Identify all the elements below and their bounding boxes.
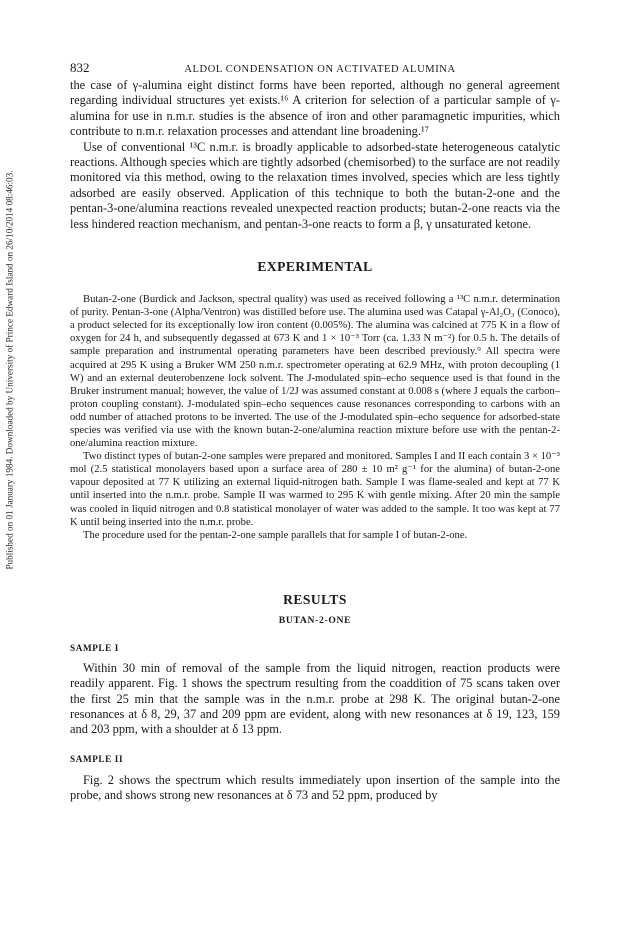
experimental-heading: EXPERIMENTAL bbox=[257, 259, 373, 275]
experimental-paragraph-3: The procedure used for the pentan-2-one sample parallels that for sample I of butan-2-one. bbox=[83, 529, 468, 541]
article-page bbox=[70, 60, 560, 804]
sample-1-paragraph: Within 30 min of removal of the sample from the liquid nitrogen, reaction products were readily apparent. Fig. 1 shows the spectrum resulting from the coaddition of 75 scans taken over the first 25 min that the sample was in the n.m.r. probe at 298 K. The original butan-2-one resonances at δ 8, 29, 37 and 209 ppm are evident, along with new resonances at δ 19, 123, 159 and 203 ppm, with a shoulder at δ 13 ppm. bbox=[70, 660, 560, 737]
experimental-paragraph-1: Butan-2-one (Burdick and Jackson, spectral quality) was used as received following a ¹³C n.m.r. determination of purity. Pentan-3-one (Alpha/Ventron) was distilled before use. The alumina used was Catapal γ-Al₂O₃ (Conoco), a product selected for its exceptionally low iron content (0.005%). The alumina was calcined at 775 K in a flow of oxygen for 24 h, and subsequently degassed at 673 K and 1 × 10⁻³ Torr (ca. 1.33 N m⁻²) for 0.5 h. The details of sample preparation and instrumental operating parameters have been described previously.⁹ All spectra were acquired at 295 K using a Bruker WM 250 n.m.r. spectrometer operating at 62.9 MHz, with proton decoupling (1 W) and an external deuterobenzene lock solvent. The J-modulated spin–echo sequence used is that found in the Bruker instrument manual; however, the value of 1/2J was assumed constant at 0.008 s (where J equals the carbon–proton coupling constant). J-modulated spin–echo sequences cause resonances corresponding to carbons with an odd number of attached protons to be inverted. The use of the J-modulated spin–echo sequence for adsorbed-state species was verified via use with the known butan-2-one/alumina reaction mixture before use with the pentan-2-one/alumina reaction mixture. bbox=[70, 294, 560, 450]
sample-1-label: SAMPLE I bbox=[70, 642, 119, 653]
intro-paragraph-1: the case of γ-alumina eight distinct forms have been reported, although no general agreement regarding individual structures yet exists.¹⁶ A criterion for selection of a particular sample of γ-alumina for use in n.m.r. studies is the absence of iron and other paramagnetic impurities, which contribute to n.m.r. relaxation processes and attendant line broadening.¹⁷ bbox=[70, 78, 560, 139]
results-subheading: BUTAN-2-ONE bbox=[278, 614, 352, 626]
sample-2-paragraph: Fig. 2 shows the spectrum which results immediately upon insertion of the sample into the probe, and shows strong new resonances at δ 73 and 52 ppm, produced by bbox=[70, 772, 560, 803]
download-watermark bbox=[3, 110, 17, 630]
download-watermark-text: Published on 01 January 1984. Downloaded by University of Prince Edward Island on 26/10/2014 08:46:03. bbox=[5, 170, 16, 570]
sample-2-label: SAMPLE II bbox=[70, 753, 124, 764]
page-header bbox=[70, 60, 560, 78]
experimental-paragraph-2: Two distinct types of butan-2-one samples were prepared and monitored. Samples I and II each contain 3 × 10⁻³ mol (2.5 statistical monolayers based upon a surface area of 280 ± 10 m² g⁻¹ for the alumina) of butan-2-one vapour deposited at 77 K utilizing an external liquid-nitrogen bath. Sample I was flame-sealed and kept at 77 K until inserted into the n.m.r. probe. Sample II was warmed to 295 K with gentle mixing. After 20 min the sample was cooled in liquid nitrogen and 0.8 statistical monolayer of water was added to the sample. It too was kept at 77 K until being inserted into the n.m.r. probe. bbox=[70, 451, 560, 528]
running-title: ALDOL CONDENSATION ON ACTIVATED ALUMINA bbox=[184, 64, 456, 75]
intro-paragraph-2: Use of conventional ¹³C n.m.r. is broadly applicable to adsorbed-state heterogeneous catalytic reactions. Although species which are tightly adsorbed (chemisorbed) to the surface are not readily monitored via this method, owing to the relaxation times involved, species which are less tightly adsorbed are easily observed. Application of this technique to both the butan-2-one and the pentan-3-one/alumina reactions revealed unexpected reaction products; butan-2-one reacts via the less hindered reaction mechanism, and pentan-3-one reacts to form a β, γ unsaturated ketone. bbox=[70, 139, 560, 231]
page-number: 832 bbox=[70, 60, 90, 75]
results-heading: RESULTS bbox=[283, 591, 347, 607]
